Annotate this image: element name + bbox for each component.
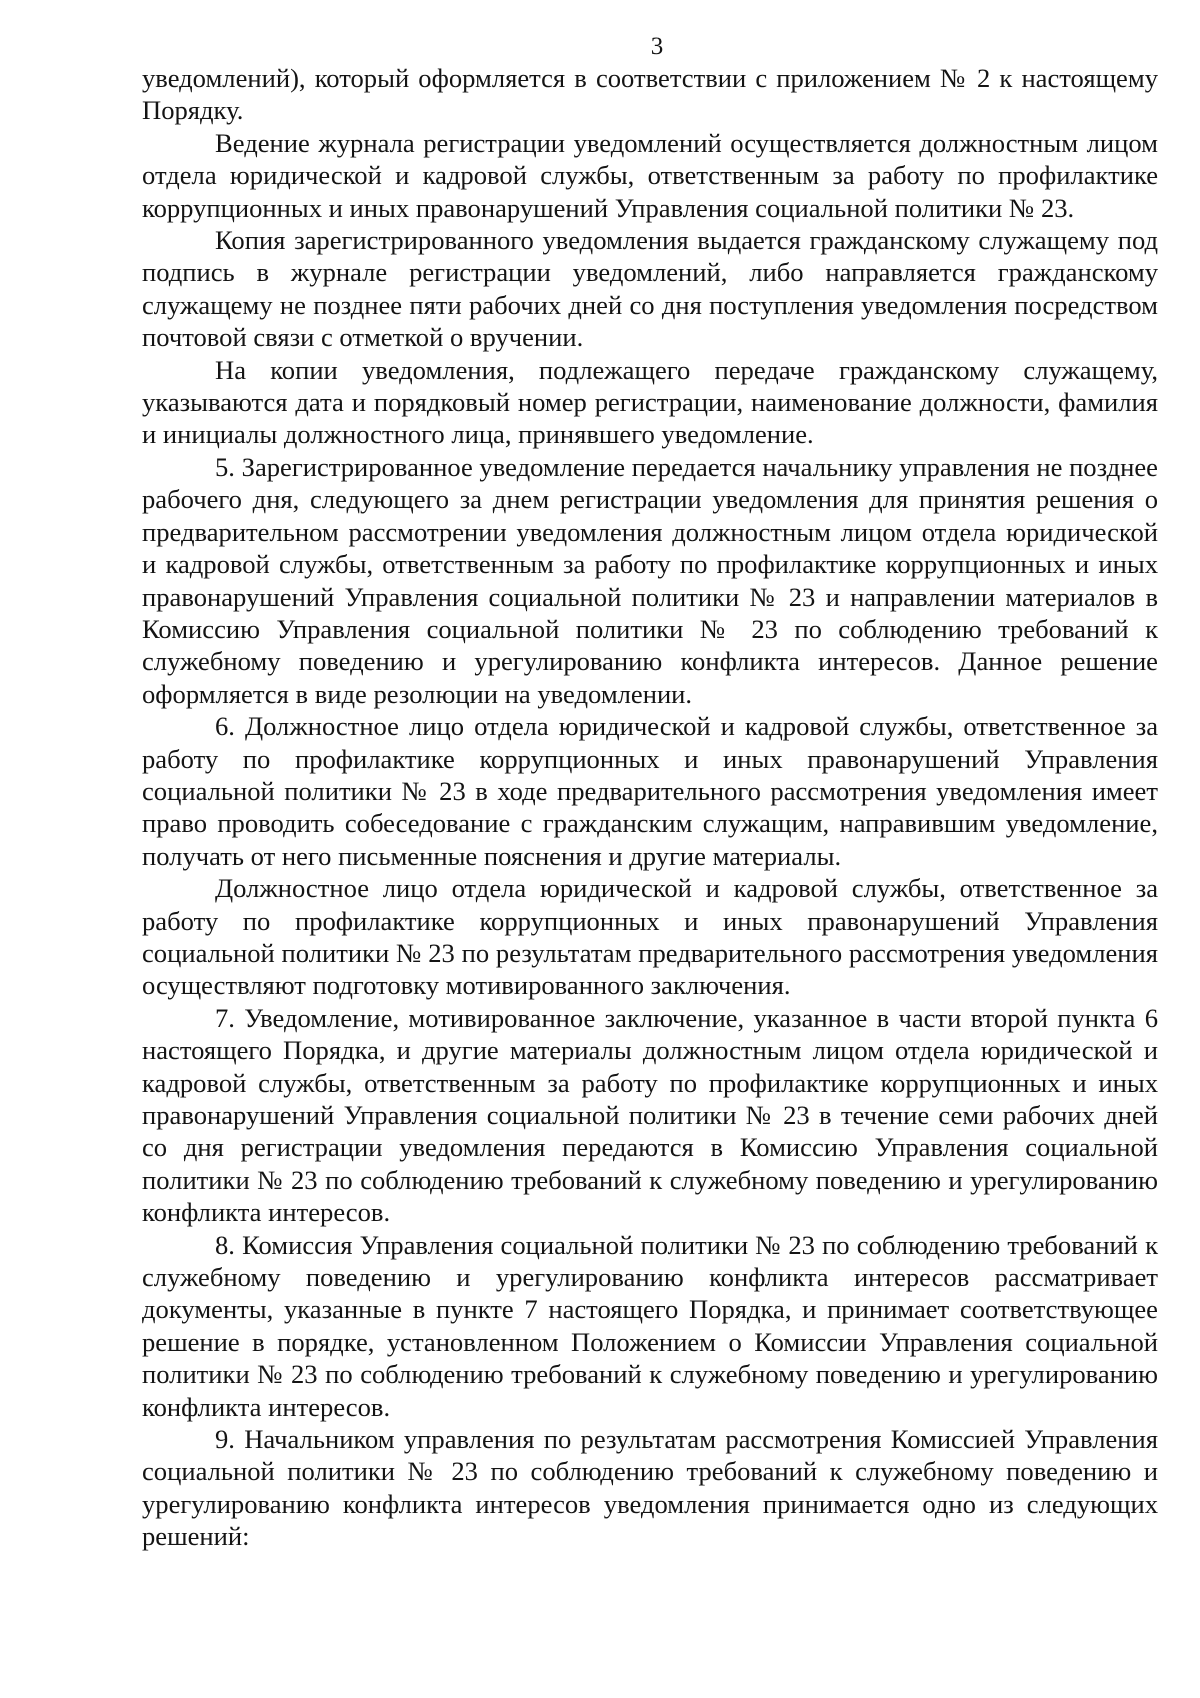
paragraph-item-7: 7. Уведомление, мотивированное заключение, указанное в части второй пункта 6 настоящего Порядка, и другие материалы должностным лицом отдела юридической и кадровой службы, ответственным за работу по профилактике коррупционных и иных правонарушений Управления социальной политики № 23 в течение семи рабочих дней со дня регистрации уведомления передаются в Комиссию Управления социальной политики № 23 по соблюдению требований к служебному поведению и урегулированию конфликта интересов. bbox=[142, 1002, 1158, 1228]
paragraph-item-9: 9. Начальником управления по результатам рассмотрения Комиссией Управления социальной политики № 23 по соблюдению требований к служебному поведению и урегулированию конфликта интересов уведомления принимается одно из следующих решений: bbox=[142, 1424, 1158, 1552]
document-page bbox=[142, 32, 1158, 1553]
page-number: 3 bbox=[650, 33, 664, 60]
paragraph-copy-details: На копии уведомления, подлежащего передаче гражданскому служащему, указываются дата и порядковый номер регистрации, наименование должности, фамилия и инициалы должностного лица, принявшего уведомление. bbox=[142, 354, 1158, 450]
paragraph-item-6-part-2: Должностное лицо отдела юридической и кадровой службы, ответственное за работу по профилактике коррупционных и иных правонарушений Управления социальной политики № 23 по результатам предварительного рассмотрения уведомления осуществляют подготовку мотивированного заключения. bbox=[142, 873, 1158, 1001]
paragraph-continuation: уведомлений), который оформляется в соответствии с приложением № 2 к настоящему Порядку. bbox=[142, 63, 1158, 126]
paragraph-item-8: 8. Комиссия Управления социальной политики № 23 по соблюдению требований к служебному поведению и урегулированию конфликта интересов рассматривает документы, указанные в пункте 7 настоящего Порядка, и принимает соответствующее решение в порядке, установленном Положением о Комиссии Управления социальной политики № 23 по соблюдению требований к служебному поведению и урегулированию конфликта интересов. bbox=[142, 1229, 1158, 1422]
paragraph-journal-keeping: Ведение журнала регистрации уведомлений осуществляется должностным лицом отдела юридической и кадровой службы, ответственным за работу по профилактике коррупционных и иных правонарушений Управления социальной политики № 23. bbox=[142, 127, 1158, 223]
paragraph-item-6: 6. Должностное лицо отдела юридической и кадровой службы, ответственное за работу по профилактике коррупционных и иных правонарушений Управления социальной политики № 23 в ходе предварительного рассмотрения уведомления имеет право проводить собеседование с гражданским служащим, направившим уведомление, получать от него письменные пояснения и другие материалы. bbox=[142, 711, 1158, 871]
paragraph-item-5: 5. Зарегистрированное уведомление передается начальнику управления не позднее рабочего дня, следующего за днем регистрации уведомления для принятия решения о предварительном рассмотрении уведомления должностным лицом отдела юридической и кадровой службы, ответственным за работу по профилактике коррупционных и иных правонарушений Управления социальной политики № 23 и направлении материалов в Комиссию Управления социальной политики № 23 по соблюдению требований к служебному поведению и урегулированию конфликта интересов. Данное решение оформляется в виде резолюции на уведомлении. bbox=[142, 451, 1158, 709]
paragraph-notice-copy: Копия зарегистрированного уведомления выдается гражданскому служащему под подпись в журнале регистрации уведомлений, либо направляется гражданскому служащему не позднее пяти рабочих дней со дня поступления уведомления посредством почтовой связи с отметкой о вручении. bbox=[142, 225, 1158, 353]
